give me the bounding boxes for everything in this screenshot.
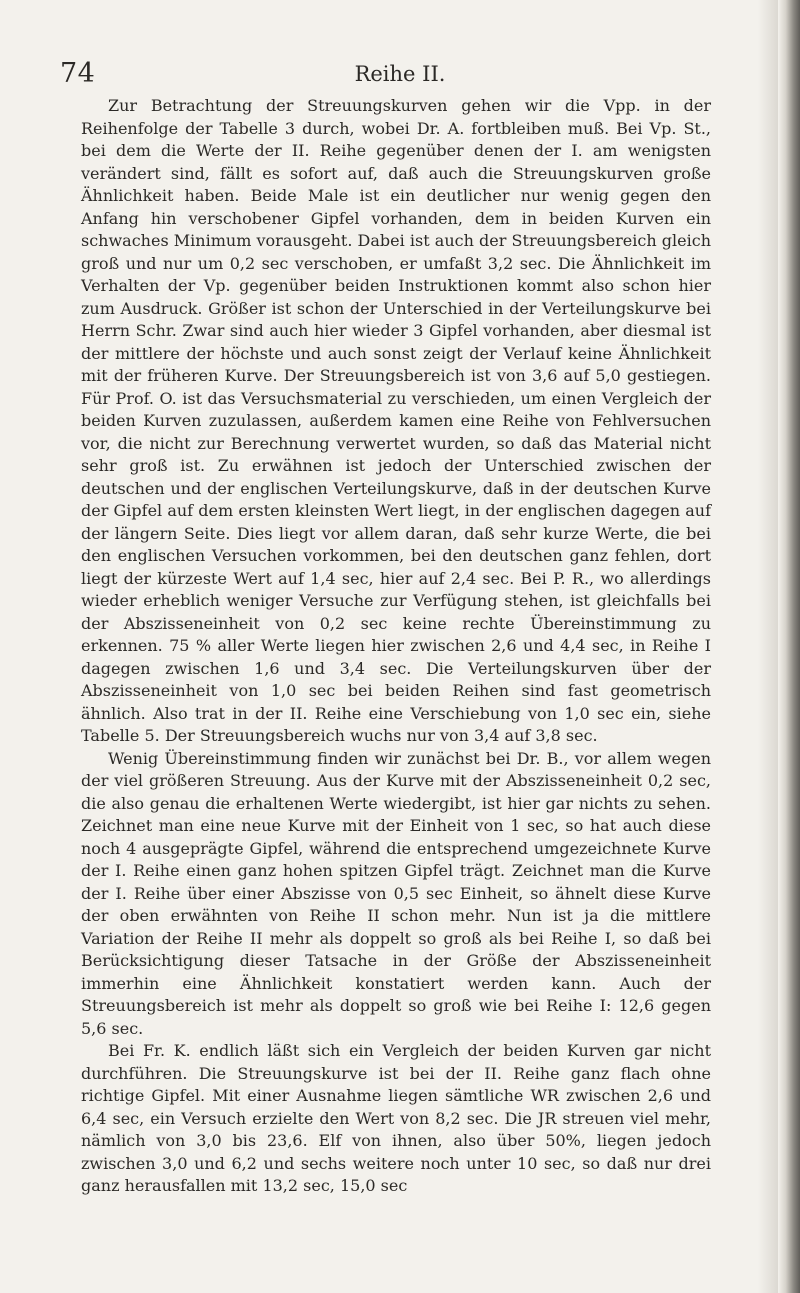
page-edge bbox=[778, 0, 800, 1293]
paragraph: Zur Betrachtung der Streuungskurven gehen wir die Vpp. in der Reihenfolge der Tabelle 3 durch, wobei Dr. A. fortbleiben muß. Bei Vp. St., bei dem die Werte der II. Reihe gegenüber denen der I. am wenigsten verändert sind, fällt es sofort auf, daß auch die Streuungskurven große Ähnlichkeit haben. Beide Male ist ein deutlicher nur wenig gegen den Anfang hin verschobener Gipfel vorhanden, dem in beiden Kurven ein schwaches Minimum vorausgeht. Dabei ist auch der Streuungsbereich gleich groß und nur um 0,2 sec verschoben, er umfaßt 3,2 sec. Die Ähnlichkeit im Verhalten der Vp. gegenüber beiden Instruktionen kommt also schon hier zum Ausdruck. Größer ist schon der Unterschied in der Verteilungskurve bei Herrn Schr. Zwar sind auch hier wieder 3 Gipfel vorhanden, aber diesmal ist der mittlere der höchste und auch sonst zeigt der Verlauf keine Ähnlichkeit mit der früheren Kurve. Der Streuungsbereich ist von 3,6 auf 5,0 gestiegen. Für Prof. O. ist das Versuchsmaterial zu verschieden, um einen Vergleich der beiden Kurven zuzulassen, außerdem kamen eine Reihe von Fehlversuchen vor, die nicht zur Berechnung verwertet wurden, so daß das Material nicht sehr groß ist. Zu erwähnen ist jedoch der Unterschied zwischen der deutschen und der englischen Verteilungskurve, daß in der deutschen Kurve der Gipfel auf dem ersten kleinsten Wert liegt, in der englischen dagegen auf der längern Seite. Dies liegt vor allem daran, daß sehr kurze Werte, die bei den englischen Versuchen vorkommen, bei den deutschen ganz fehlen, dort liegt der kürzeste Wert auf 1,4 sec, hier auf 2,4 sec. Bei P. R., wo allerdings wieder erheblich weniger Versuche zur Verfügung stehen, ist gleichfalls bei der Abszisseneinheit von 0,2 sec keine rechte Übereinstimmung zu erkennen. 75 % aller Werte liegen hier zwischen 2,6 und 4,4 sec, in Reihe I dagegen zwischen 1,6 und 3,4 sec. Die Verteilungskurven über der Abszisseneinheit von 1,0 sec bei beiden Reihen sind fast geometrisch ähnlich. Also trat in der II. Reihe eine Verschiebung von 1,0 sec ein, siehe Tabelle 5. Der Streuungsbereich wuchs nur von 3,4 auf 3,8 sec. bbox=[81, 96, 711, 745]
paragraph: Bei Fr. K. endlich läßt sich ein Vergleich der beiden Kurven gar nicht durchführen. Die Streuungskurve ist bei der II. Reihe ganz flach ohne richtige Gipfel. Mit einer Ausnahme liegen sämtliche WR zwischen 2,6 und 6,4 sec, ein Versuch erzielte den Wert von 8,2 sec. Die JR streuen viel mehr, nämlich von 3,0 bis 23,6. Elf von ihnen, also über 50%, liegen jedoch zwischen 3,0 und 6,2 und sechs weitere noch unter 10 sec, so daß nur drei ganz herausfallen mit 13,2 sec, 15,0 sec bbox=[81, 1041, 711, 1195]
page-header bbox=[60, 58, 740, 98]
page-gutter-shadow bbox=[758, 0, 778, 1293]
page-number: 74 bbox=[60, 58, 96, 89]
paragraph: Wenig Übereinstimmung finden wir zunächst bei Dr. B., vor allem wegen der viel größeren Streuung. Aus der Kurve mit der Abszisseneinheit 0,2 sec, die also genau die erhaltenen Werte wiedergibt, ist hier gar nichts zu sehen. Zeichnet man eine neue Kurve mit der Einheit von 1 sec, so hat auch diese noch 4 ausgeprägte Gipfel, während die entsprechend umgezeichnete Kurve der I. Reihe einen ganz hohen spitzen Gipfel trägt. Zeichnet man die Kurve der I. Reihe über einer Abszisse von 0,5 sec Einheit, so ähnelt diese Kurve der oben erwähnten von Reihe II schon mehr. Nun ist ja die mittlere Variation der Reihe II mehr als doppelt so groß als bei Reihe I, so daß bei Berücksichtigung dieser Tatsache in der Größe der Abszisseneinheit immerhin eine Ähnlichkeit konstatiert werden kann. Auch der Streuungsbereich ist mehr als doppelt so groß wie bei Reihe I: 12,6 gegen 5,6 sec. bbox=[81, 748, 711, 1038]
body-text bbox=[81, 95, 711, 1198]
running-title: Reihe II. bbox=[354, 62, 446, 86]
